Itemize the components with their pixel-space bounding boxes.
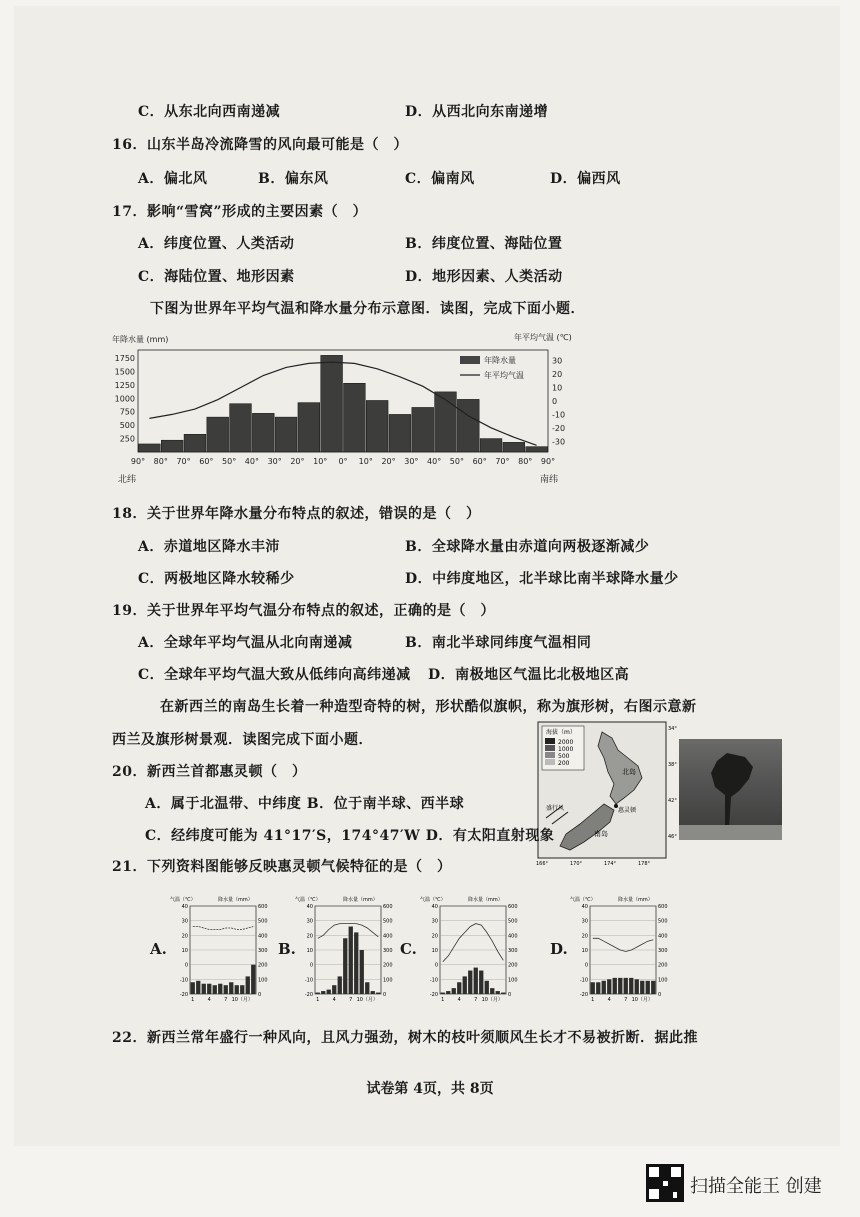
q21-option-a-label: A. bbox=[150, 940, 167, 958]
chart-x-tick: 40° bbox=[427, 457, 442, 466]
climo-right-tick: 300 bbox=[383, 948, 393, 954]
map-legend-1000: 1000 bbox=[558, 746, 574, 753]
climo-precip-bar bbox=[321, 991, 325, 994]
climo-precip-bar bbox=[218, 984, 222, 994]
climo-right-tick: 500 bbox=[383, 918, 393, 925]
climo-left-tick: -20 bbox=[179, 992, 188, 998]
precip-bar bbox=[184, 434, 206, 452]
climo-right-tick: 600 bbox=[258, 904, 268, 910]
map-lat-42: 42° bbox=[668, 798, 677, 804]
precip-bar bbox=[480, 439, 502, 452]
legend-swatch-precip bbox=[460, 356, 480, 364]
climo-precip-bar bbox=[349, 927, 353, 994]
climo-right-tick: 0 bbox=[383, 992, 387, 998]
climo-precip-bar bbox=[229, 982, 233, 994]
climo-precip-bar bbox=[441, 993, 445, 994]
climo-left-tick: 30 bbox=[306, 918, 313, 925]
map-legend-200: 200 bbox=[558, 760, 570, 767]
climo-precip-bar bbox=[607, 979, 611, 994]
climo-temp-header: 气温（℃） bbox=[570, 897, 596, 903]
chart-x-tick: 80° bbox=[518, 457, 533, 466]
climo-left-tick: -10 bbox=[579, 977, 588, 984]
chart-x-tick: 70° bbox=[176, 457, 191, 466]
climo-precip-bar bbox=[371, 991, 375, 994]
chart-right-tick: 30 bbox=[552, 356, 563, 366]
q16-option-a: A．偏北风 bbox=[138, 171, 208, 187]
climo-month-tick: 1 bbox=[316, 997, 320, 1003]
precip-bar bbox=[252, 413, 274, 452]
map-legend-swatch-3 bbox=[545, 752, 555, 758]
legend-label-precip: 年降水量 bbox=[484, 356, 516, 365]
climo-left-tick: 10 bbox=[581, 948, 588, 954]
climo-temp-header: 气温（℃） bbox=[420, 897, 446, 903]
climo-precip-bar bbox=[457, 982, 461, 994]
climo-temp-line bbox=[593, 938, 654, 951]
climo-right-tick: 400 bbox=[658, 933, 668, 940]
climo-month-tick: 4 bbox=[207, 997, 211, 1003]
q19-option-c: C．全球年平均气温大致从低纬向高纬递减 bbox=[138, 667, 411, 683]
q15-option-d: D．从西北向东南递增 bbox=[405, 104, 549, 120]
map-lat-38: 38° bbox=[668, 762, 677, 768]
chart-right-tick: -10 bbox=[552, 410, 566, 420]
q22-stem: 22．新西兰常年盛行一种风向，且风力强劲，树木的枝叶须顺风生长才不易被折断．据此推 bbox=[112, 1030, 698, 1046]
q16-option-c: C．偏南风 bbox=[405, 171, 475, 187]
climo-precip-bar bbox=[251, 965, 255, 994]
climo-precip-bar bbox=[629, 978, 633, 994]
chart-left-tick: 1000 bbox=[114, 394, 135, 404]
map-legend-swatch-4 bbox=[545, 759, 555, 765]
climo-right-tick: 200 bbox=[658, 962, 668, 969]
q20-options-ab: A．属于北温带、中纬度 B．位于南半球、西半球 bbox=[145, 796, 465, 812]
q18-option-b: B．全球降水量由赤道向两极逐渐减少 bbox=[405, 539, 650, 555]
flag-tree-silhouette bbox=[679, 739, 782, 840]
map-lon-174: 174° bbox=[604, 861, 617, 866]
chart-left-tick: 750 bbox=[119, 407, 135, 417]
climo-precip-bar bbox=[360, 950, 364, 994]
precip-bar bbox=[435, 392, 457, 452]
chart-x-tick: 20° bbox=[290, 457, 305, 466]
climo-precip-bar bbox=[332, 985, 336, 994]
precip-bar bbox=[298, 403, 320, 452]
chart-left-tick: 1250 bbox=[114, 380, 135, 390]
q17-option-b: B．纬度位置、海陆位置 bbox=[405, 236, 563, 252]
climograph-b bbox=[293, 880, 403, 1010]
climo-precip-bar bbox=[613, 978, 617, 994]
precip-bar bbox=[139, 444, 161, 452]
climo-month-tick: 7 bbox=[474, 997, 478, 1003]
climograph-a bbox=[168, 892, 278, 1010]
climo-left-tick: 0 bbox=[434, 962, 438, 969]
chart-x-label-south: 南纬 bbox=[540, 475, 559, 485]
q20-stem: 20．新西兰首都惠灵顿（ ） bbox=[112, 764, 307, 780]
climo-right-tick: 500 bbox=[258, 918, 268, 925]
climo-right-tick: 0 bbox=[258, 992, 262, 998]
flag-tree-photo bbox=[679, 739, 782, 840]
climo-temp-line bbox=[443, 924, 504, 962]
chart-right-tick: -30 bbox=[552, 437, 566, 447]
precip-bar bbox=[275, 417, 297, 452]
climo-right-tick: 600 bbox=[508, 904, 518, 910]
chart-x-tick: 30° bbox=[404, 457, 419, 466]
climo-month-tick: 4 bbox=[332, 997, 336, 1003]
map-label-wellington: 惠灵顿 bbox=[618, 807, 637, 814]
q18-option-d: D．中纬度地区，北半球比南半球降水量少 bbox=[405, 571, 679, 587]
climo-precip-bar bbox=[646, 981, 650, 994]
chart-intro: 下图为世界年平均气温和降水量分布示意图．读图，完成下面小题． bbox=[150, 301, 585, 317]
climo-month-tick: 1 bbox=[591, 997, 595, 1003]
q17-option-d: D．地形因素、人类活动 bbox=[405, 269, 563, 285]
climo-month-tick: 10（月） bbox=[481, 997, 503, 1003]
precip-bar bbox=[526, 447, 548, 452]
climo-left-tick: 10 bbox=[306, 948, 313, 954]
climo-right-tick: 300 bbox=[508, 948, 518, 954]
climo-left-tick: 40 bbox=[431, 904, 438, 910]
climo-month-tick: 7 bbox=[349, 997, 353, 1003]
climo-left-tick: 0 bbox=[309, 962, 313, 969]
climo-right-tick: 200 bbox=[258, 962, 268, 969]
climo-left-tick: 20 bbox=[581, 933, 588, 940]
precip-bar bbox=[161, 440, 183, 452]
climo-right-tick: 400 bbox=[258, 933, 268, 940]
q18-stem: 18．关于世界年降水量分布特点的叙述，错误的是（ ） bbox=[112, 506, 481, 522]
climo-left-tick: 30 bbox=[431, 918, 438, 925]
chart-x-tick: 0° bbox=[338, 457, 348, 466]
climo-right-tick: 0 bbox=[658, 992, 662, 998]
chart-right-tick: -20 bbox=[552, 423, 566, 433]
precip-bar bbox=[344, 383, 366, 452]
climo-precip-header: 降水量（mm） bbox=[618, 897, 653, 903]
q21-option-c-label: C. bbox=[400, 940, 417, 958]
q21-option-b-label: B. bbox=[278, 940, 296, 958]
climo-left-tick: -20 bbox=[304, 992, 313, 998]
q20-options-cd: C．经纬度可能为 41°17′S，174°47′W D．有太阳直射现象 bbox=[145, 828, 555, 844]
climo-precip-bar bbox=[196, 981, 200, 994]
climo-temp-line bbox=[193, 927, 254, 930]
map-lat-34: 34° bbox=[668, 726, 677, 732]
climo-right-tick: 600 bbox=[658, 904, 668, 910]
q15-option-c: C．从东北向西南递减 bbox=[138, 104, 281, 120]
climo-precip-bar bbox=[591, 982, 595, 994]
map-lon-178: 178° bbox=[638, 861, 651, 866]
climo-precip-bar bbox=[485, 981, 489, 994]
climo-precip-bar bbox=[235, 985, 239, 994]
climo-precip-bar bbox=[602, 981, 606, 994]
precip-bar bbox=[366, 400, 388, 452]
map-lon-166: 166° bbox=[536, 861, 549, 866]
climo-right-tick: 600 bbox=[383, 904, 393, 910]
q17-option-a: A．纬度位置、人类活动 bbox=[138, 236, 295, 252]
climo-left-tick: 40 bbox=[581, 904, 588, 910]
climo-precip-bar bbox=[468, 971, 472, 994]
climo-precip-bar bbox=[213, 985, 217, 994]
climo-precip-bar bbox=[224, 985, 228, 994]
precip-bar bbox=[503, 442, 525, 452]
climo-left-tick: 10 bbox=[431, 948, 438, 954]
q21-option-d-label: D. bbox=[550, 940, 568, 958]
legend-label-temp: 年平均气温 bbox=[484, 371, 524, 380]
q18-option-a: A．赤道地区降水丰沛 bbox=[138, 539, 280, 555]
chart-right-tick: 10 bbox=[552, 383, 563, 393]
chart-right-tick: 20 bbox=[552, 370, 563, 380]
climo-left-tick: 0 bbox=[184, 962, 188, 969]
chart-right-axis-title: 年平均气温 (℃) bbox=[514, 333, 572, 342]
climo-right-tick: 300 bbox=[658, 948, 668, 954]
map-label-prevailing-wind: 盛行风 bbox=[546, 805, 565, 812]
map-lat-46: 46° bbox=[668, 834, 677, 840]
climo-right-tick: 200 bbox=[383, 962, 393, 969]
chart-left-axis-title: 年降水量 (mm) bbox=[112, 335, 169, 344]
climo-right-tick: 100 bbox=[383, 977, 393, 984]
chart-right-tick: 0 bbox=[552, 397, 558, 406]
precip-bar bbox=[412, 407, 434, 452]
chart-left-tick: 1500 bbox=[114, 367, 135, 377]
chart-x-tick: 60° bbox=[199, 457, 214, 466]
climo-precip-bar bbox=[354, 932, 358, 994]
climo-precip-bar bbox=[596, 982, 600, 994]
climo-left-tick: -20 bbox=[579, 992, 588, 998]
climo-precip-bar bbox=[365, 982, 369, 994]
chart-x-tick: 40° bbox=[244, 457, 259, 466]
climo-right-tick: 100 bbox=[258, 977, 268, 984]
climo-precip-bar bbox=[624, 978, 628, 994]
nz-intro-line2: 西兰及旗形树景观．读图完成下面小题． bbox=[112, 732, 373, 748]
chart-x-tick: 70° bbox=[495, 457, 510, 466]
chart-x-tick: 10° bbox=[358, 457, 373, 466]
q21-stem: 21．下列资料图能够反映惠灵顿气候特征的是（ ） bbox=[112, 859, 452, 875]
climo-precip-bar bbox=[618, 978, 622, 994]
climo-precip-bar bbox=[316, 993, 320, 994]
chart-left-tick: 250 bbox=[119, 434, 135, 444]
climo-precip-bar bbox=[446, 991, 450, 994]
climo-right-tick: 500 bbox=[508, 918, 518, 925]
climo-temp-line bbox=[318, 924, 379, 939]
map-label-south-island: 南岛 bbox=[594, 830, 608, 838]
climo-left-tick: 20 bbox=[306, 933, 313, 940]
page-footer: 试卷第 4页，共 8页 bbox=[366, 1081, 494, 1097]
chart-x-label-north: 北纬 bbox=[118, 475, 137, 485]
climo-precip-bar bbox=[338, 976, 342, 994]
climo-month-tick: 4 bbox=[607, 997, 611, 1003]
climo-left-tick: 20 bbox=[431, 933, 438, 940]
chart-x-tick: 60° bbox=[472, 457, 487, 466]
climo-left-tick: 0 bbox=[584, 962, 588, 969]
chart-left-tick: 1750 bbox=[114, 354, 135, 364]
climo-right-tick: 100 bbox=[508, 977, 518, 984]
climo-right-tick: 500 bbox=[658, 918, 668, 925]
climo-precip-header: 降水量（mm） bbox=[468, 897, 503, 903]
climo-right-tick: 100 bbox=[658, 977, 668, 984]
nz-intro-line1: 在新西兰的南岛生长着一种造型奇特的树，形状酷似旗帜，称为旗形树，右图示意新 bbox=[160, 699, 697, 715]
q16-option-b: B．偏东风 bbox=[258, 171, 329, 187]
q17-option-c: C．海陆位置、地形因素 bbox=[138, 269, 295, 285]
climo-left-tick: 30 bbox=[581, 918, 588, 925]
map-legend-500: 500 bbox=[558, 753, 570, 760]
climo-right-tick: 400 bbox=[508, 933, 518, 940]
climo-right-tick: 200 bbox=[508, 962, 518, 969]
climo-precip-bar bbox=[191, 982, 195, 994]
chart-x-tick: 30° bbox=[267, 457, 282, 466]
climo-left-tick: -10 bbox=[304, 977, 313, 984]
q18-option-c: C．两极地区降水较稀少 bbox=[138, 571, 295, 587]
climo-left-tick: -10 bbox=[179, 977, 188, 984]
climo-precip-bar bbox=[501, 993, 505, 994]
map-legend-swatch-1 bbox=[545, 738, 555, 744]
precip-bar bbox=[207, 417, 229, 452]
climo-right-tick: 0 bbox=[508, 992, 512, 998]
climo-temp-header: 气温（℃） bbox=[170, 897, 196, 903]
climo-left-tick: -10 bbox=[429, 977, 438, 984]
climo-precip-bar bbox=[496, 991, 500, 994]
q17-stem: 17．影响“雪窝”形成的主要因素（ ） bbox=[112, 204, 368, 220]
q16-stem: 16．山东半岛冷流降雪的风向最可能是（ ） bbox=[112, 137, 408, 153]
climo-left-tick: 20 bbox=[181, 933, 188, 940]
chart-x-tick: 10° bbox=[313, 457, 328, 466]
chart-x-tick: 20° bbox=[381, 457, 396, 466]
climo-temp-header: 气温（℃） bbox=[295, 897, 321, 903]
map-lon-170: 170° bbox=[570, 861, 583, 866]
climo-month-tick: 10（月） bbox=[356, 997, 378, 1003]
chart-x-tick: 90° bbox=[130, 457, 146, 466]
climo-precip-bar bbox=[376, 993, 380, 994]
climo-precip-bar bbox=[207, 984, 211, 994]
climo-right-tick: 300 bbox=[258, 948, 268, 954]
climo-precip-bar bbox=[640, 981, 644, 994]
climo-month-tick: 1 bbox=[441, 997, 445, 1003]
climo-precip-bar bbox=[452, 988, 456, 994]
world-climate-chart bbox=[108, 328, 578, 486]
map-legend-swatch-2 bbox=[545, 745, 555, 751]
climo-left-tick: 40 bbox=[306, 904, 313, 910]
precip-bar bbox=[230, 404, 252, 452]
map-legend-2000: 2000 bbox=[558, 739, 574, 746]
chart-x-tick: 90° bbox=[540, 457, 556, 466]
qr-code-icon bbox=[646, 1164, 684, 1202]
climo-month-tick: 7 bbox=[624, 997, 628, 1003]
map-label-north-island: 北岛 bbox=[622, 768, 636, 776]
climo-month-tick: 10（月） bbox=[631, 997, 653, 1003]
climo-precip-header: 降水量（mm） bbox=[218, 897, 253, 903]
climo-right-tick: 400 bbox=[383, 933, 393, 940]
chart-x-tick: 50° bbox=[222, 457, 237, 466]
chart-x-tick: 50° bbox=[449, 457, 464, 466]
climo-month-tick: 7 bbox=[224, 997, 228, 1003]
climo-precip-bar bbox=[327, 990, 331, 994]
climo-precip-bar bbox=[343, 938, 347, 994]
climo-left-tick: 10 bbox=[181, 948, 188, 954]
climo-month-tick: 1 bbox=[191, 997, 195, 1003]
climo-precip-bar bbox=[202, 984, 206, 994]
climo-left-tick: 40 bbox=[181, 904, 188, 910]
climo-month-tick: 4 bbox=[457, 997, 461, 1003]
climograph-d bbox=[568, 880, 678, 1010]
climo-left-tick: 30 bbox=[181, 918, 188, 925]
climograph-c bbox=[418, 892, 528, 1010]
scanner-watermark: 扫描全能王 创建 bbox=[690, 1176, 822, 1197]
q19-option-b: B．南北半球同纬度气温相同 bbox=[405, 635, 592, 651]
q19-option-a: A．全球年平均气温从北向南递减 bbox=[138, 635, 353, 651]
map-legend-title: 海拔（m） bbox=[546, 729, 576, 736]
climo-precip-bar bbox=[635, 979, 639, 994]
climo-precip-bar bbox=[474, 968, 478, 994]
climo-precip-header: 降水量（mm） bbox=[343, 897, 378, 903]
climo-precip-bar bbox=[651, 981, 655, 994]
q16-option-d: D．偏西风 bbox=[550, 171, 621, 187]
climo-precip-bar bbox=[246, 976, 250, 994]
q19-option-d: D．南极地区气温比北极地区高 bbox=[428, 667, 630, 683]
climo-precip-bar bbox=[240, 985, 244, 994]
climo-left-tick: -20 bbox=[429, 992, 438, 998]
climo-month-tick: 10（月） bbox=[231, 997, 253, 1003]
climo-precip-bar bbox=[490, 988, 494, 994]
climo-precip-bar bbox=[463, 976, 467, 994]
precip-bar bbox=[457, 399, 479, 452]
precip-bar bbox=[321, 355, 343, 452]
chart-left-tick: 500 bbox=[119, 421, 135, 431]
climo-precip-bar bbox=[479, 971, 483, 994]
q19-stem: 19．关于世界年平均气温分布特点的叙述，正确的是（ ） bbox=[112, 603, 495, 619]
chart-x-tick: 80° bbox=[153, 457, 168, 466]
precip-bar bbox=[389, 414, 411, 452]
